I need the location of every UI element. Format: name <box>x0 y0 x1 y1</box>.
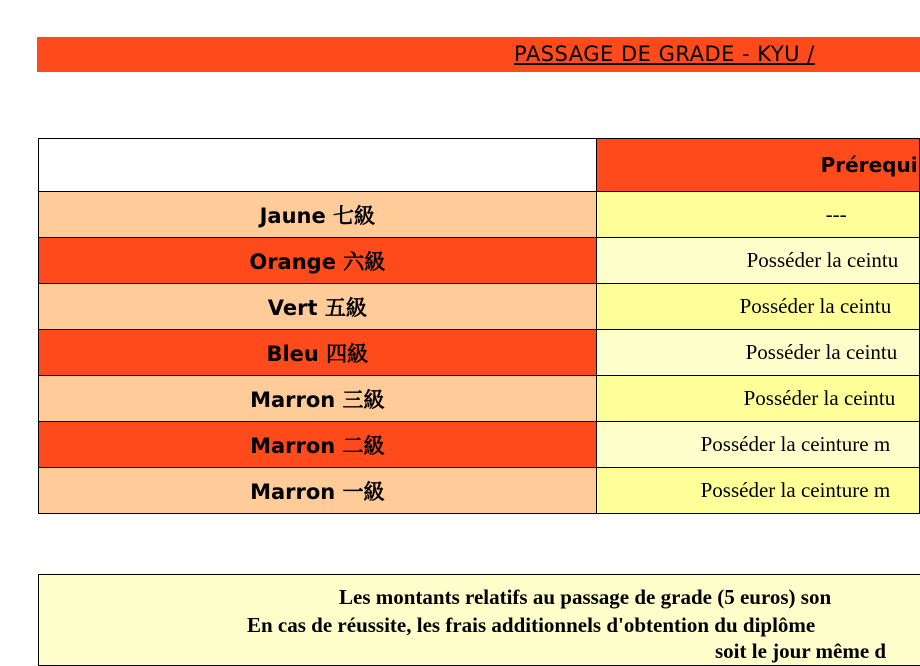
grade-cell: Marron 三級 <box>39 376 597 422</box>
grade-cell: Marron 一級 <box>39 468 597 514</box>
prereq-cell: Posséder la ceintu <box>596 284 919 330</box>
prereq-cell: Posséder la ceinture m <box>596 468 919 514</box>
notice-box <box>38 574 920 666</box>
prereq-cell: Posséder la ceinture m <box>596 422 919 468</box>
header-prereq-cell: Prérequi <box>596 139 919 192</box>
page-title: PASSAGE DE GRADE - KYU / <box>514 42 815 66</box>
title-banner <box>37 37 920 72</box>
table-row <box>39 376 920 422</box>
notice-line-1: Les montants relatifs au passage de grade (5 euros) son <box>339 585 832 609</box>
grade-cell: Marron 二級 <box>39 422 597 468</box>
header-blank-cell <box>39 139 597 192</box>
table-row <box>39 422 920 468</box>
prereq-cell: Posséder la ceintu <box>596 330 919 376</box>
grade-table <box>38 138 920 514</box>
table-header-row <box>39 139 920 192</box>
notice-line-3: soit le jour même d <box>715 639 887 663</box>
prereq-cell: Posséder la ceintu <box>596 376 919 422</box>
table-row <box>39 284 920 330</box>
grade-cell: Orange 六級 <box>39 238 597 284</box>
grade-cell: Bleu 四級 <box>39 330 597 376</box>
table-row <box>39 192 920 238</box>
grade-cell: Vert 五級 <box>39 284 597 330</box>
table-row <box>39 330 920 376</box>
table-row <box>39 238 920 284</box>
prereq-cell: Posséder la ceintu <box>596 238 919 284</box>
grade-cell: Jaune 七級 <box>39 192 597 238</box>
prereq-cell: --- <box>596 192 919 238</box>
table-row <box>39 468 920 514</box>
notice-line-2: En cas de réussite, les frais additionnels d'obtention du diplôme <box>247 613 816 637</box>
